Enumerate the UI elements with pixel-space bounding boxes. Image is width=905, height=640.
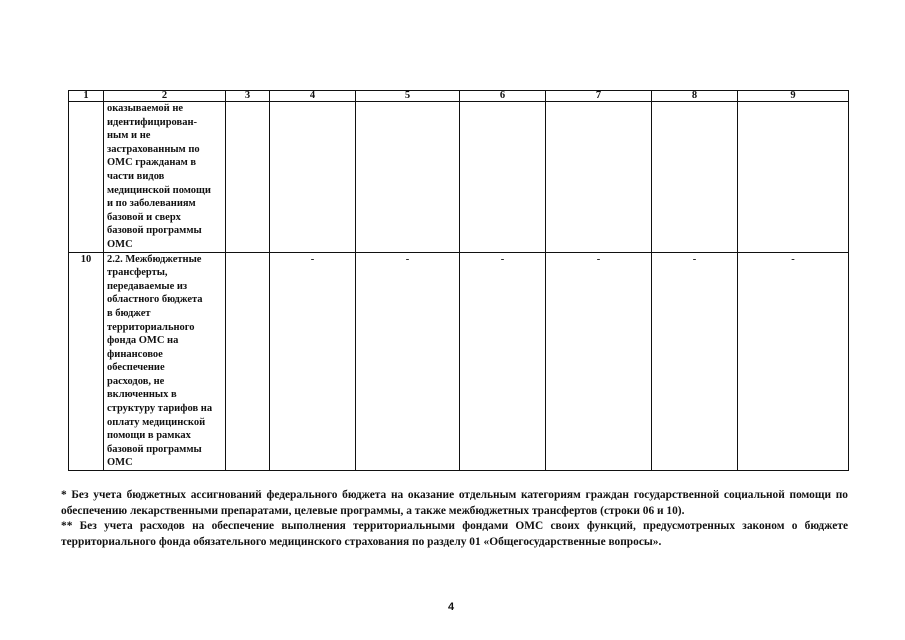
table-header-row — [69, 91, 849, 102]
footnote-double-asterisk: ** Без учета расходов на обеспечение выполнения территориальными фондами ОМС своих функций, предусмотренных законом о бюджете территориального фонда обязательного медицинского страхования по разделу 01 «Общегосударственные вопросы». — [61, 520, 848, 548]
row-description-line: и по заболеваниям — [107, 198, 196, 210]
row-description-line: обеспечение — [107, 362, 165, 374]
row-description-line: финансовое — [107, 348, 163, 360]
column-header-7: 7 — [546, 91, 652, 102]
budget-table — [68, 90, 849, 471]
row-description — [104, 102, 226, 253]
row-description-line: 2.2. Межбюджетные — [107, 253, 202, 265]
row-number: 10 — [69, 252, 104, 471]
column-header-8: 8 — [652, 91, 738, 102]
row-description-line: территориального — [107, 321, 195, 333]
value-cell-col7: - — [546, 252, 652, 471]
column-header-2: 2 — [104, 91, 226, 102]
row-description-line: застрахованным по — [107, 143, 200, 155]
row-description — [104, 252, 226, 471]
value-cell-col4 — [270, 102, 356, 253]
row-description-line: базовой программы — [107, 443, 202, 455]
value-cell-col6 — [460, 102, 546, 253]
row-description-line: помощи в рамках — [107, 430, 191, 442]
row-description-line: базовой программы — [107, 225, 202, 237]
row-description-line: идентифицирован- — [107, 116, 197, 128]
footnotes — [61, 488, 848, 550]
row-description-line: оказываемой не — [107, 103, 184, 114]
value-cell-col5: - — [356, 252, 460, 471]
column-header-1: 1 — [69, 91, 104, 102]
row-description-line: оплату медицинской — [107, 416, 206, 428]
row-description-line: структуру тарифов на — [107, 403, 213, 415]
column-header-4: 4 — [270, 91, 356, 102]
row-description-line: передаваемые из — [107, 280, 188, 292]
table-row — [69, 102, 849, 253]
value-cell-col6: - — [460, 252, 546, 471]
row-description-line: областного бюджета — [107, 294, 203, 306]
row-description-line: ОМС — [107, 457, 133, 469]
value-cell-col7 — [546, 102, 652, 253]
column-header-3: 3 — [226, 91, 270, 102]
table-row — [69, 252, 849, 471]
row-description-line: в бюджет — [107, 307, 151, 319]
row-description-line: расходов, не — [107, 375, 165, 387]
value-cell-col9 — [738, 102, 849, 253]
row-description-line: базовой и сверх — [107, 211, 181, 223]
row-description-line: части видов — [107, 170, 165, 182]
footnote-single-asterisk: * Без учета бюджетных ассигнований федерального бюджета на оказание отдельным категориям граждан государственной социальной помощи по обеспечению лекарственными препаратами, целевые программы, а также межбюджетных трансфертов (строки 06 и 10). — [61, 489, 848, 517]
value-cell-col4: - — [270, 252, 356, 471]
column-header-5: 5 — [356, 91, 460, 102]
row-description-line: включенных в — [107, 389, 177, 401]
value-cell-col8: - — [652, 252, 738, 471]
value-cell-col9: - — [738, 252, 849, 471]
value-cell-col5 — [356, 102, 460, 253]
row-description-line: трансферты, — [107, 267, 168, 279]
row-number — [69, 102, 104, 253]
row-description-line: ОМС гражданам в — [107, 157, 197, 169]
row-description-line: фонда ОМС на — [107, 335, 179, 347]
column-header-6: 6 — [460, 91, 546, 102]
row-description-line: ным и не — [107, 130, 151, 142]
value-cell-col3 — [226, 252, 270, 471]
page-number: 4 — [448, 601, 455, 613]
column-header-9: 9 — [738, 91, 849, 102]
value-cell-col3 — [226, 102, 270, 253]
value-cell-col8 — [652, 102, 738, 253]
row-description-line: медицинской помощи — [107, 184, 211, 196]
row-description-line: ОМС — [107, 238, 133, 250]
